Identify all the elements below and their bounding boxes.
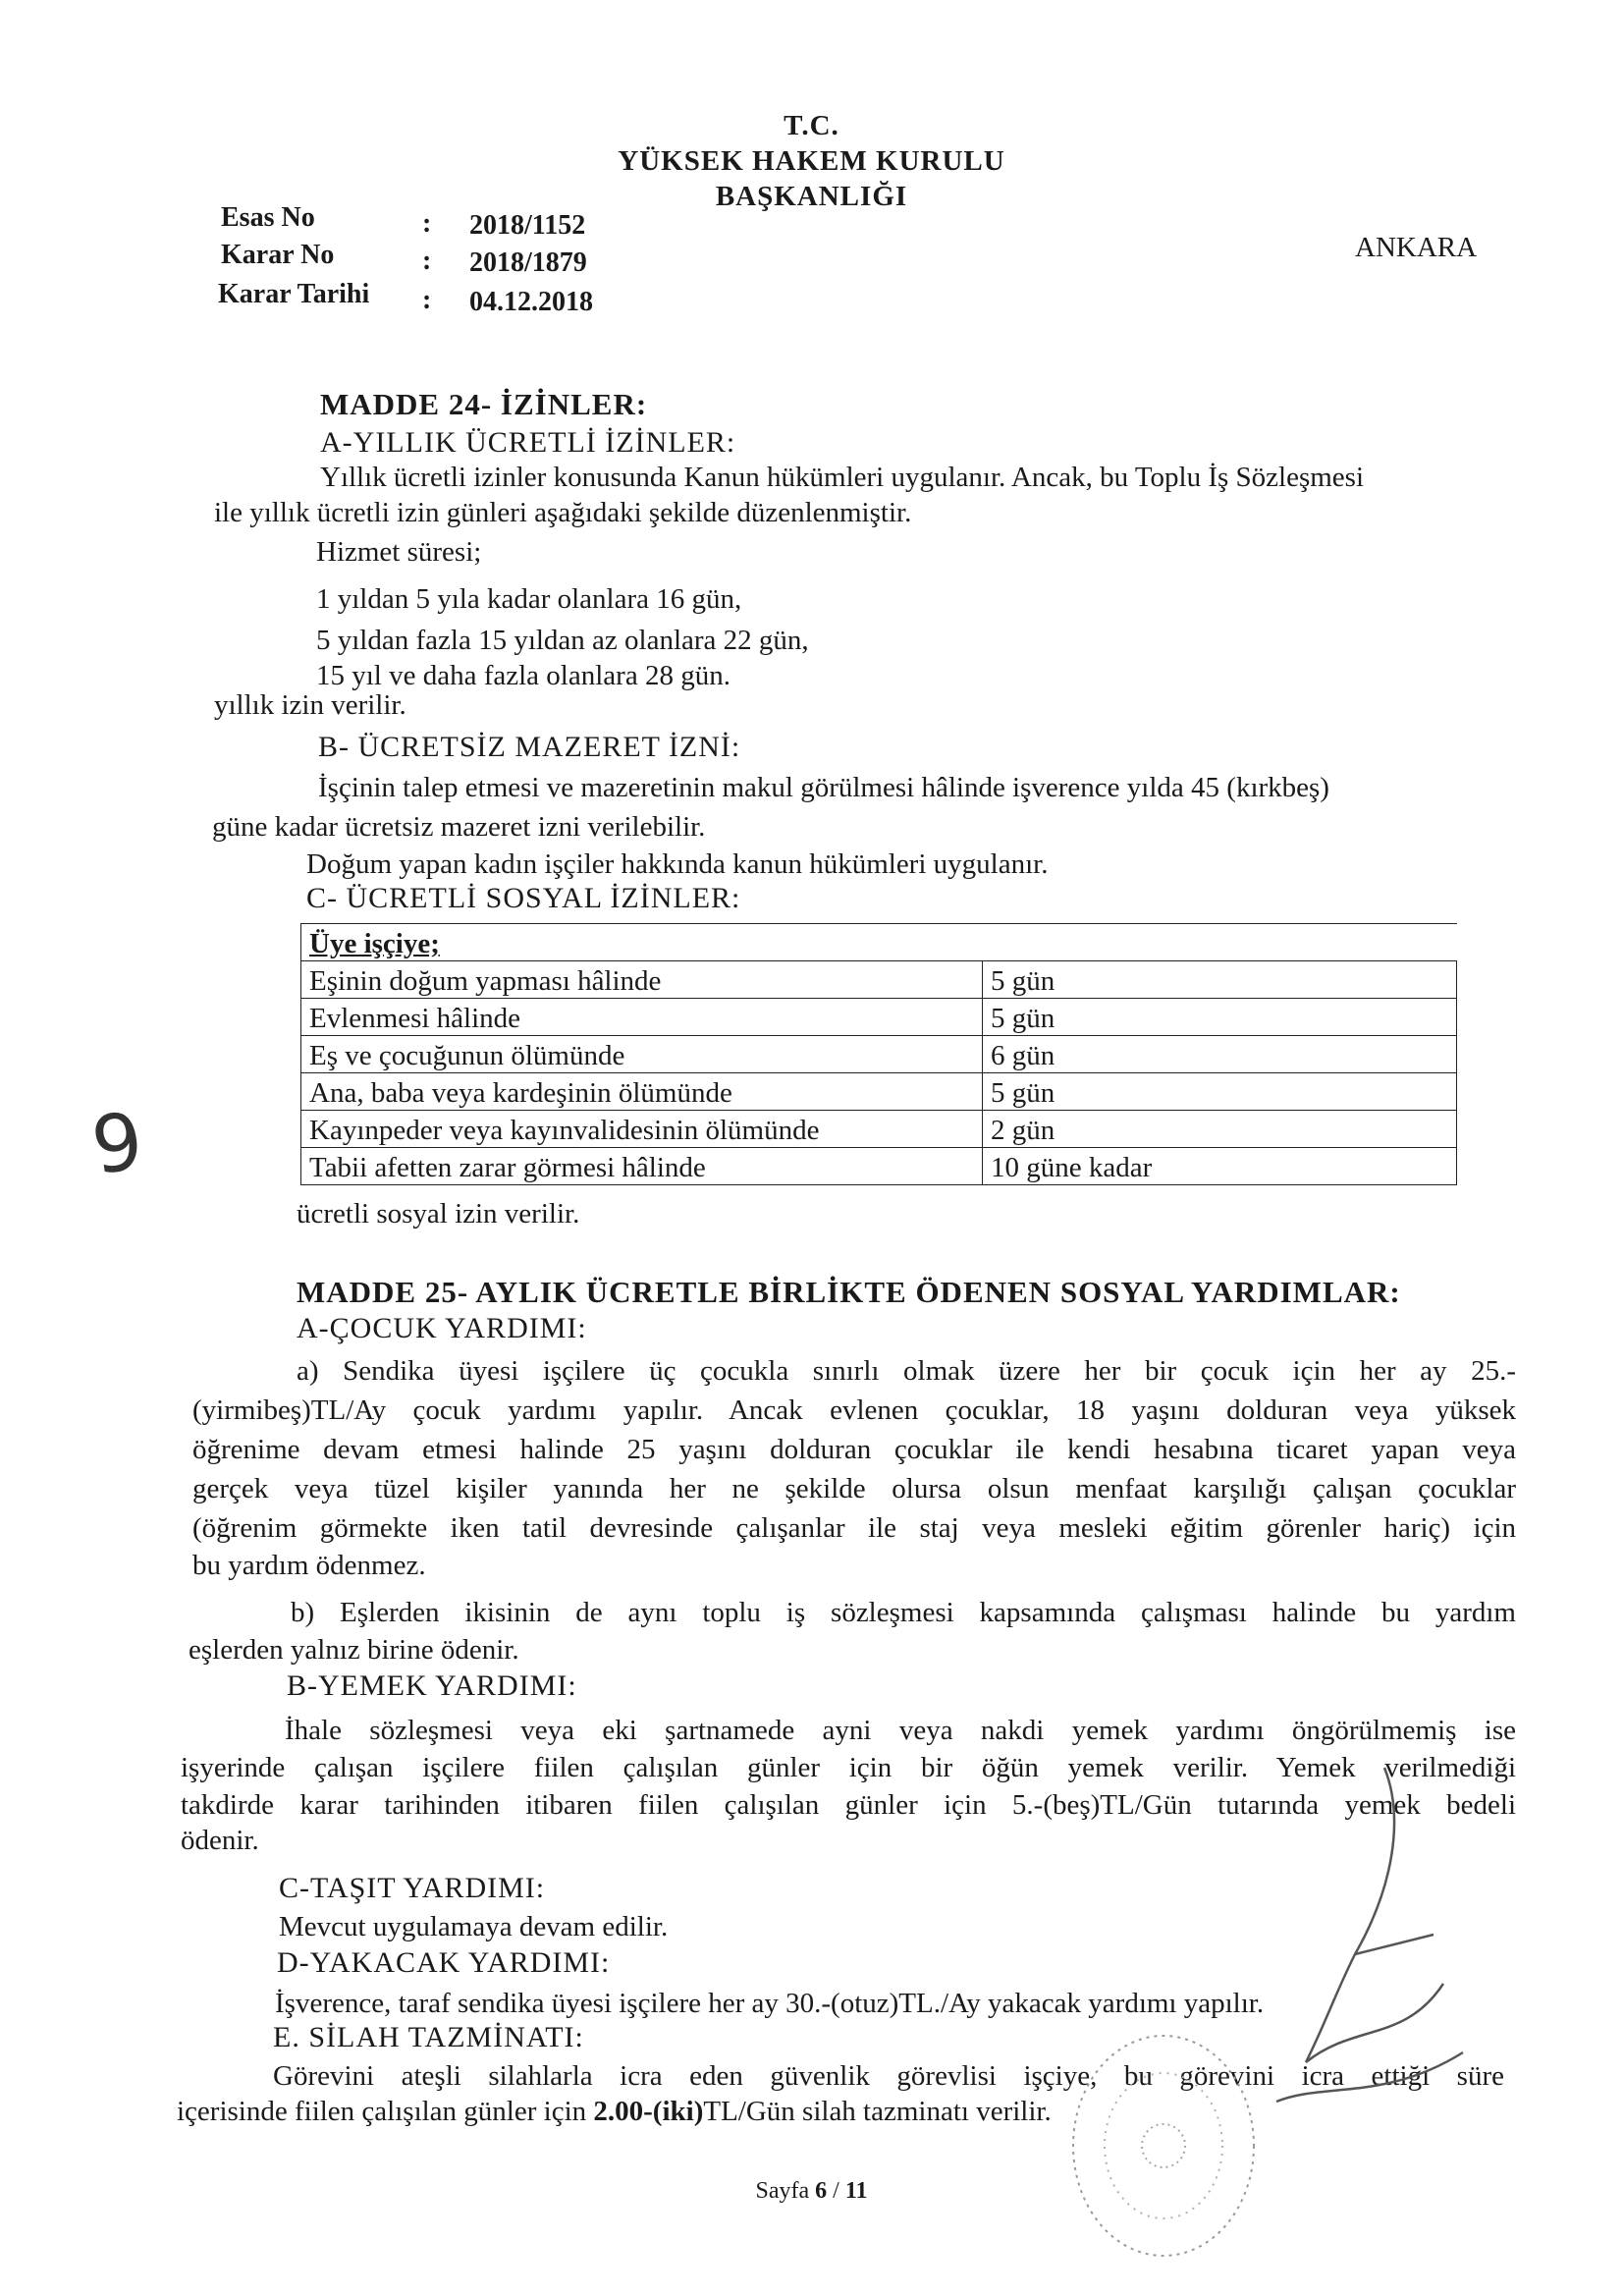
meta-value-esas: 2018/1152 <box>469 210 586 241</box>
header-presidency: BAŞKANLIĞI <box>715 181 908 212</box>
table-row <box>301 1073 1457 1111</box>
table-cell-days: 5 gün <box>983 999 1457 1036</box>
c-transport-title: C-TAŞIT YARDIMI: <box>279 1872 546 1904</box>
meta-label-esas: Esas No <box>221 202 315 233</box>
paragraph-line: (yirmibeş)TL/Ay çocuk yardımı yapılır. Ancak evlenen çocuklar, 18 yaşını dolduran veya yüksek <box>192 1394 1516 1426</box>
list-item: 15 yıl ve daha fazla olanlara 28 gün. <box>316 660 730 691</box>
paragraph-line: gerçek veya tüzel kişiler yanında her ne şekilde olursa olsun menfaat karşılığı çalışan çocuklar <box>192 1473 1516 1504</box>
table-row <box>301 999 1457 1036</box>
list-item: 1 yıldan 5 yıla kadar olanlara 16 gün, <box>316 583 742 615</box>
paragraph-line: İşverence, taraf sendika üyesi işçilere her ay 30.-(otuz)TL./Ay yakacak yardımı yapılır. <box>275 1988 1265 2019</box>
table-header-cell: Üye işçiye; <box>301 924 1457 961</box>
paragraph-line: İhale sözleşmesi veya eki şartnamede ayni veya nakdi yemek yardımı öngörülmemiş ise <box>285 1715 1516 1746</box>
paragraph-line: takdirde karar tarihinden itibaren fiilen çalışılan günler için 5.-(beş)TL/Gün tutarında yemek bedeli <box>181 1789 1516 1821</box>
table-row <box>301 1036 1457 1073</box>
paragraph-line: öğrenime devam etmesi halinde 25 yaşını dolduran çocuklar ile kendi hesabına ticaret yapan veya <box>192 1434 1516 1465</box>
paragraph-line: İşçinin talep etmesi ve mazeretinin makul görülmesi hâlinde işverence yılda 45 (kırkbeş) <box>318 772 1329 803</box>
signature-scribble <box>1237 1728 1492 2141</box>
article-24-title: MADDE 24- İZİNLER: <box>320 387 648 421</box>
text-segment: içerisinde fiilen çalışılan günler için <box>177 2096 594 2127</box>
a-child-title: A-ÇOCUK YARDIMI: <box>297 1312 587 1344</box>
paragraph-line: Yıllık ücretli izinler konusunda Kanun hükümleri uygulanır. Ancak, bu Toplu İş Sözleşmesi <box>320 462 1365 493</box>
margin-handwritten-mark: 9 <box>85 1094 149 1193</box>
a-annual-title: A-YILLIK ÜCRETLİ İZİNLER: <box>320 426 736 459</box>
paragraph-line: Mevcut uygulamaya devam edilir. <box>279 1911 669 1942</box>
c-social-title: C- ÜCRETLİ SOSYAL İZİNLER: <box>306 882 741 914</box>
paragraph-line: eşlerden yalnız birine ödenir. <box>189 1634 519 1666</box>
table-cell-case: Kayınpeder veya kayınvalidesinin ölümünde <box>301 1111 983 1148</box>
paragraph-line: b) Eşlerden ikisinin de aynı toplu iş sözleşmesi kapsamında çalışması halinde bu yardım <box>291 1597 1516 1628</box>
table-cell-case: Eş ve çocuğunun ölümünde <box>301 1036 983 1073</box>
table-row <box>301 961 1457 999</box>
e-weapon-title: E. SİLAH TAZMİNATI: <box>273 2021 584 2053</box>
paragraph-line <box>177 2096 1052 2128</box>
page-number: Sayfa 6 / 11 <box>755 2178 868 2204</box>
header-city: ANKARA <box>1355 232 1478 263</box>
table-row <box>301 1111 1457 1148</box>
meta-sep: : <box>422 285 432 315</box>
paragraph-line: Görevini ateşli silahlarla icra eden güvenlik görevlisi işçiye, bu görevini icra ettiği süre <box>273 2060 1504 2092</box>
meta-label-karar: Karar No <box>221 240 335 270</box>
article-25-title: MADDE 25- AYLIK ÜCRETLE BİRLİKTE ÖDENEN SOSYAL YARDIMLAR: <box>297 1275 1401 1309</box>
meta-label-tarih: Karar Tarihi <box>218 279 370 309</box>
paragraph-line: güne kadar ücretsiz mazeret izni verilebilir. <box>212 811 706 843</box>
amount-bold: 2.00-(iki) <box>593 2096 704 2127</box>
b-meal-title: B-YEMEK YARDIMI: <box>287 1669 577 1702</box>
meta-sep: : <box>422 246 432 276</box>
paragraph-line: ödenir. <box>181 1825 259 1856</box>
table-cell-days: 6 gün <box>983 1036 1457 1073</box>
b-unpaid-title: B- ÜCRETSİZ MAZERET İZNİ: <box>318 731 741 763</box>
paragraph-line: Hizmet süresi; <box>316 536 482 568</box>
paragraph-line: a) Sendika üyesi işçilere üç çocukla sınırlı olmak üzere her bir çocuk için her ay 25.- <box>297 1355 1516 1387</box>
paragraph-line: bu yardım ödenmez. <box>192 1550 426 1581</box>
paragraph-line: (öğrenim görmekte iken tatil devresinde çalışanlar ile staj veya mesleki eğitim görenler hariç) için <box>192 1512 1516 1544</box>
paragraph-line: Doğum yapan kadın işçiler hakkında kanun hükümleri uygulanır. <box>306 848 1049 880</box>
paragraph-line: işyerinde çalışan işçilere fiilen çalışılan günler için bir öğün yemek verilir. Yemek verilmediği <box>181 1752 1516 1783</box>
d-fuel-title: D-YAKACAK YARDIMI: <box>277 1946 611 1979</box>
social-leave-table <box>300 923 1457 1185</box>
header-institution: YÜKSEK HAKEM KURULU <box>618 145 1005 177</box>
meta-sep: : <box>422 208 432 239</box>
list-item: 5 yıldan fazla 15 yıldan az olanlara 22 gün, <box>316 625 809 656</box>
official-seal-stamp <box>1060 2023 1267 2269</box>
table-cell-case: Ana, baba veya kardeşinin ölümünde <box>301 1073 983 1111</box>
table-cell-case: Evlenmesi hâlinde <box>301 999 983 1036</box>
table-cell-days: 2 gün <box>983 1111 1457 1148</box>
table-row <box>301 1148 1457 1185</box>
paragraph-line: ücretli sosyal izin verilir. <box>297 1198 580 1230</box>
table-cell-days: 10 güne kadar <box>983 1148 1457 1185</box>
meta-value-tarih: 04.12.2018 <box>469 287 593 317</box>
text-segment: TL/Gün silah tazminatı verilir. <box>703 2096 1052 2127</box>
table-cell-days: 5 gün <box>983 961 1457 999</box>
header-tc: T.C. <box>784 110 839 141</box>
table-cell-case: Eşinin doğum yapması hâlinde <box>301 961 983 999</box>
meta-value-karar: 2018/1879 <box>469 247 587 278</box>
table-cell-case: Tabii afetten zarar görmesi hâlinde <box>301 1148 983 1185</box>
table-header-row <box>301 924 1457 961</box>
table-cell-days: 5 gün <box>983 1073 1457 1111</box>
paragraph-line: yıllık izin verilir. <box>214 689 406 721</box>
paragraph-line: ile yıllık ücretli izin günleri aşağıdaki şekilde düzenlenmiştir. <box>214 497 912 528</box>
